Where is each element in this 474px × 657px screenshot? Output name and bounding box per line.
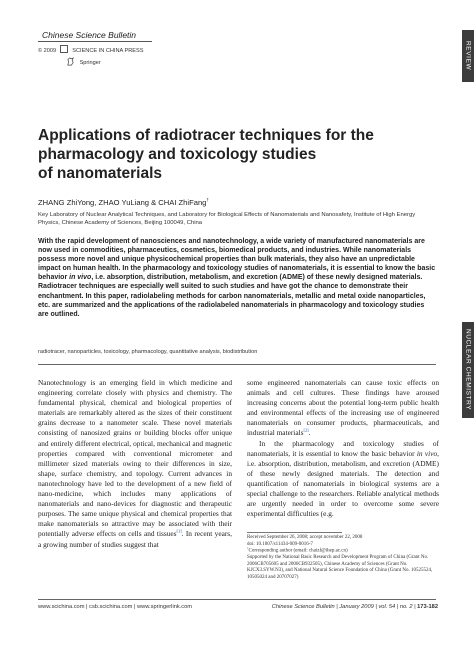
copyright-year: © 2009 xyxy=(38,48,57,54)
author-list xyxy=(38,198,209,207)
footer-rule xyxy=(38,599,436,600)
body-column-left xyxy=(38,378,232,550)
review-tab: REVIEW xyxy=(462,30,474,82)
footer-links[interactable]: www.scichina.com | csb.scichina.com | www.springerlink.com xyxy=(38,604,193,610)
science-china-press-logo-icon xyxy=(60,45,68,53)
keywords: radiotracer, nanoparticles, toxicology, pharmacology, quantitative analysis, biodistribution xyxy=(38,349,258,355)
nuclear-chemistry-tab: NUCLEAR CHEMISTRY xyxy=(462,322,474,418)
body-column-right xyxy=(247,378,439,519)
right-in-vivo: in vivo xyxy=(416,448,438,458)
title-line-2: pharmacology and toxicology studies xyxy=(38,146,317,163)
left-text-a: Nanotechnology is an emerging field in which medicine and engineering correlate closely with physics and chemistry. The fundamental physical, chemical and biological properties of materials are remarkably altered as the sizes of their constituent grains decrease to a nanometer scale. These novel materials consisting of nanosized grains or building blocks offer unique and entirely different electrical, optical, mechanical and magnetic properties compared with conventional micrometer and millimeter sized materials owing to their differences in size, shape, surface chemistry, and topology. Current advances in nanotechnology have led to the development of a new field of nano-medicine, which includes many applications of nanomaterials and nano-devices for diagnostic and therapeutic purposes. The same unique physical and chemical properties that make nanomaterials so attractive may be associated with their potentially adverse effects on cells and tissues xyxy=(38,378,232,539)
abstract xyxy=(38,237,436,319)
right-text-d: , i.e. absorption, distribution, metabolism, and excretion (ADME) of these newly designed materials. The detection and quantification of nanomaterials in biological systems are a special challenge to the researchers. Reliable analytical methods are urgently needed in order to overcome some severe experimental difficulties (e.g. xyxy=(247,448,439,519)
footer-citation xyxy=(272,604,438,610)
keywords-rule xyxy=(38,364,436,365)
springer-horse-icon xyxy=(66,57,75,66)
copyright-line xyxy=(38,45,143,54)
abstract-part-1: With the rapid development of nanosciences and nanotechnology, a wide variety of manufactured nanomaterials are now used in commodities, pharmaceutics, cosmetics, biomedical products, and industries. While nanomaterials possess more novel and unique physicochemical properties than bulk materials, they also have an unpredictable impact on human health. In the pharmacology and toxicology studies of nanomaterials, it is essential to know the basic behavior xyxy=(38,238,436,282)
body-paragraph xyxy=(247,439,439,520)
footnote-rule xyxy=(247,532,342,533)
right-text-c: In the pharmacology and toxicology studies of nanomaterials, it is essential to know the basic behavior xyxy=(247,438,439,458)
corresponding-author: †Corresponding author (email: chaizf@ihep.ac.cn) xyxy=(247,546,348,554)
reference-link[interactable]: [1] xyxy=(176,528,182,534)
article-title xyxy=(38,126,418,183)
left-text-b: . In recent years, a growing number of studies suggest that xyxy=(38,529,232,549)
abstract-in-vivo: in vivo xyxy=(69,274,92,282)
title-line-1: Applications of radiotracer techniques for the xyxy=(38,127,374,144)
received-dates: Received September 26, 2008; accept november 22, 2008 xyxy=(247,535,363,540)
citation-text: Chinese Science Bulletin | January 2009 | vol. 54 | no. 2 | xyxy=(271,604,418,610)
body-paragraph xyxy=(38,378,232,550)
springer-name: Springer xyxy=(79,60,101,66)
abstract-part-2: , i.e. absorption, distribution, metabolism, and excretion (ADME) of these newly designed materials. Radiotracer techniques are especially well suited to such studies and have got the chance to demonstrate their enchantment. In this paper, radiolabeling methods for carbon nanomaterials, metallic and metal oxide nanoparticles, etc. are summarized and the applications of the radiolabeled nanomaterials in pharmacology and toxicology studies are outlined. xyxy=(38,274,426,318)
publisher-name: SCIENCE IN CHINA PRESS xyxy=(72,48,144,54)
page-range: 173-182 xyxy=(417,604,438,610)
authors-text: ZHANG ZhiYong, ZHAO YuLiang & CHAI ZhiFang xyxy=(38,198,207,207)
body-paragraph xyxy=(247,378,439,439)
reference-link[interactable]: [2] xyxy=(303,428,309,434)
footnotes xyxy=(247,535,439,581)
journal-name: Chinese Science Bulletin xyxy=(42,30,137,40)
corresponding-author-mark: † xyxy=(206,197,209,203)
springer-line xyxy=(66,57,101,66)
right-text-a: some engineered nanomaterials can cause toxic effects on animals and cell cultures. These findings have aroused increasing concerns about the potential long-term public health and environmental effects of the increasing use of engineered nanomaterials on consumer products, pharmaceuticals, and industrial materials xyxy=(247,378,439,438)
corresponding-text: Corresponding author (email: chaizf@ihep.ac.cn) xyxy=(248,548,348,554)
header-rule xyxy=(38,41,152,42)
right-text-b: . xyxy=(308,428,311,438)
affiliation: Key Laboratory of Nuclear Analytical Techniques, and Laboratory for Biological Effects of Nanomaterials and Nanosafety, Institute of High Energy Physics, Chinese Academy of Sciences, Beijing 100049, China xyxy=(38,212,416,227)
doi: doi: 10.1007/s11434-009-0016-7 xyxy=(247,541,313,547)
funding: Supported by the National Basic Research and Development Program of China (Grant No. 2006CB705605 and 2006CB932505), Chinese Academy of Sciences (Grant No. KJCX3.SYW.N3), and National Natural Science Foundation of China (Grant No. 10525524, 10505024 and 20707027) xyxy=(247,555,433,580)
title-line-3: of nanomaterials xyxy=(38,165,163,182)
